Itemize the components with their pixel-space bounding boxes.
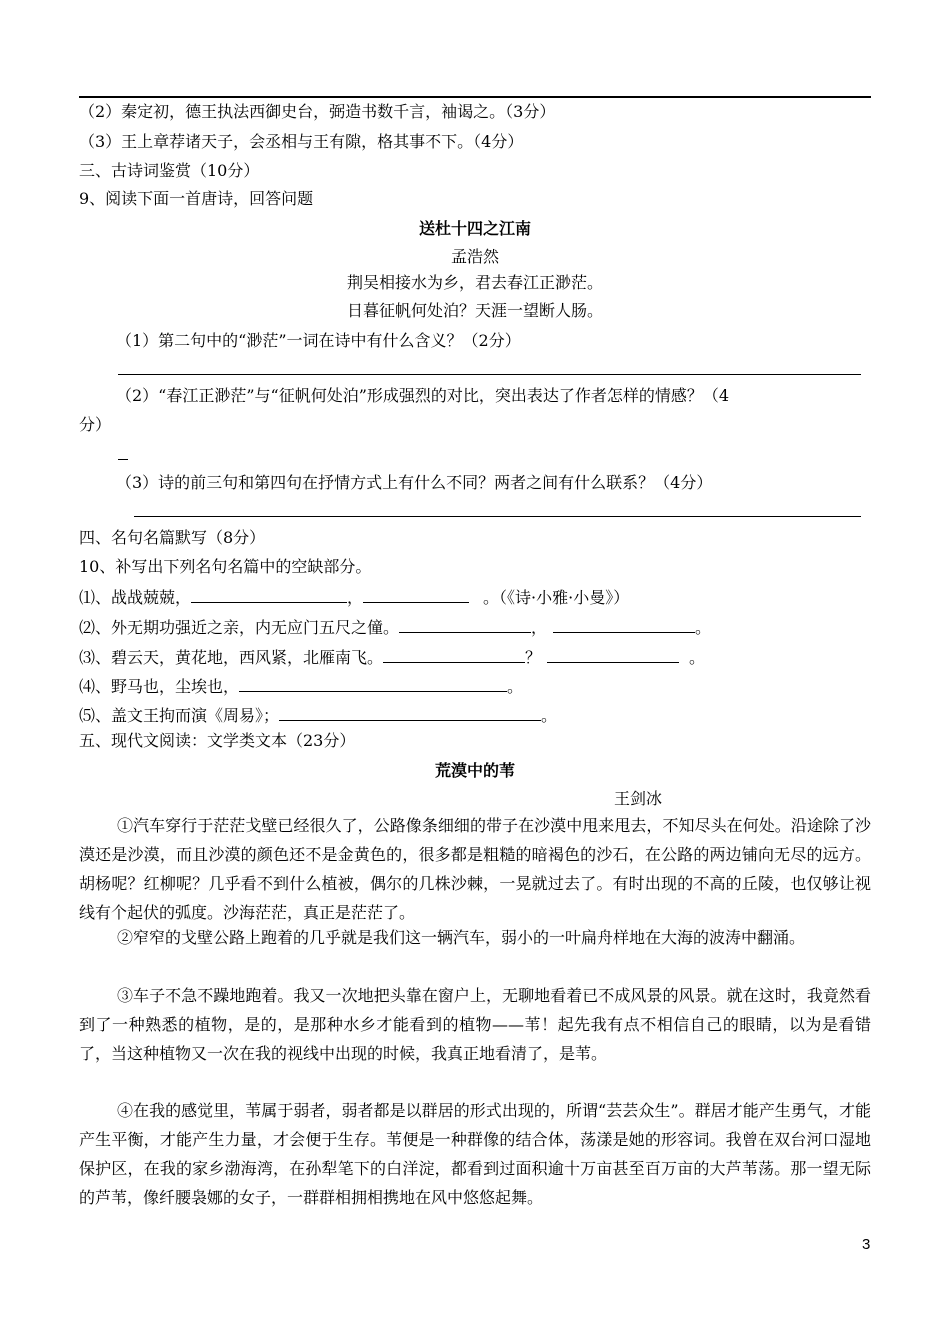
- poem-line-2: 日暮征帆何处泊？天涯一望断人肠。: [346, 301, 603, 320]
- question-9: 9、阅读下面一首唐诗，回答问题: [79, 189, 314, 208]
- section-3-heading: 三、古诗词鉴赏（10分）: [79, 161, 260, 180]
- essay-title: 荒漠中的苇: [434, 761, 515, 780]
- fill-5-prompt: ⑸、盖文王拘而演《周易》；: [79, 706, 280, 725]
- answer-line-9-3[interactable]: [134, 516, 861, 517]
- essay-paragraph-2: ②窄窄的戈壁公路上跑着的几乎就是我们这一辆汽车，弱小的一叶扁舟样地在大海的波涛中翻涌。: [117, 928, 806, 947]
- fill-5-end: 。: [541, 706, 558, 725]
- page-number: 3: [862, 1236, 871, 1253]
- fill-3-blank-1[interactable]: [383, 646, 525, 663]
- question-9-3: （3）诗的前三句和第四句在抒情方式上有什么不同？两者之间有什么联系？（4分）: [116, 473, 713, 492]
- fill-3-prompt: ⑶、碧云天，黄花地，西风紧，北雁南飞。: [79, 648, 384, 667]
- question-8-3: （3）王上章荐诸天子，会丞相与王有隙，格其事不下。（4分）: [79, 132, 524, 151]
- fill-item-2: [79, 616, 711, 639]
- answer-line-9-1[interactable]: [118, 374, 861, 375]
- fill-item-3: [79, 646, 705, 669]
- fill-1-source: 。（《诗·小雅·小曼》）: [483, 588, 630, 607]
- essay-paragraph-4: ④在我的感觉里，苇属于弱者，弱者都是以群居的形式出现的，所谓“芸芸众生”。群居才能产生勇气，才能产生平衡，才能产生力量，才会便于生存。苇便是一种群像的结合体，荡漾是她的形容词。我曾在双台河口湿地保护区，在我的家乡渤海湾，在孙犁笔下的白洋淀，都看到过面积逾十万亩甚至百万亩的大芦苇荡。那一望无际的芦苇，像纤腰袅娜的女子，一群群相拥相携地在风中悠悠起舞。: [79, 1101, 871, 1207]
- fill-4-prompt: ⑷、野马也，尘埃也，: [79, 677, 240, 696]
- fill-5-blank[interactable]: [279, 704, 541, 721]
- header-rule: [79, 96, 871, 98]
- fill-3-end: 。: [689, 648, 706, 667]
- fill-2-blank-2[interactable]: [553, 616, 695, 633]
- poem-line-1: 荆吴相接水为乡，君去春江正渺茫。: [346, 273, 603, 292]
- section-5-heading: 五、现代文阅读：文学类文本（23分）: [79, 731, 356, 750]
- fill-1-sep: ，: [347, 588, 364, 607]
- section-4-heading: 四、名句名篇默写（8分）: [79, 528, 266, 547]
- fill-1-blank-2[interactable]: [363, 586, 469, 603]
- poem-author: 孟浩然: [450, 247, 499, 266]
- essay-paragraph-3: ③车子不急不躁地跑着。我又一次地把头靠在窗户上，无聊地看着已不成风景的风景。就在这时，我竟然看到了一种熟悉的植物，是的，是那种水乡才能看到的植物——苇！起先我有点不相信自己的眼睛，以为是看错了，当这种植物又一次在我的视线中出现的时候，我真正地看清了，是苇。: [79, 986, 871, 1063]
- fill-3-sep: ？: [525, 648, 542, 667]
- fill-item-5: [79, 704, 557, 727]
- fill-4-blank[interactable]: [239, 675, 507, 692]
- essay-author: 王剑冰: [614, 789, 663, 808]
- question-9-1: （1）第二句中的“渺茫”一词在诗中有什么含义？（2分）: [116, 331, 521, 350]
- fill-item-4: [79, 675, 523, 698]
- fill-4-end: 。: [507, 677, 524, 696]
- fill-2-end: 。: [695, 618, 712, 637]
- poem-title: 送杜十四之江南: [418, 219, 531, 238]
- fill-item-1: [79, 586, 629, 609]
- essay-paragraph-1: ①汽车穿行于茫茫戈壁已经很久了，公路像条细细的带子在沙漠中甩来甩去，不知尽头在何处。沿途除了沙漠还是沙漠，而且沙漠的颜色还不是金黄色的，很多都是粗糙的暗褐色的沙石，在公路的两边铺向无尽的远方。胡杨呢？红柳呢？几乎看不到什么植被，偶尔的几株沙棘，一晃就过去了。有时出现的不高的丘陵，也仅够让视线有个起伏的弧度。沙海茫茫，真正是茫茫了。: [79, 816, 871, 922]
- fill-2-sep: ，: [531, 618, 548, 637]
- question-8-2: （2）秦定初，德王执法西御史台，弼造书数千言，袖谒之。（3分）: [79, 102, 556, 121]
- fill-1-blank-1[interactable]: [191, 586, 347, 603]
- question-9-2: （2）“春江正渺茫”与“征帆何处泊”形成强烈的对比，突出表达了作者怎样的情感？（4: [116, 386, 730, 405]
- fill-2-prompt: ⑵、外无期功强近之亲，内无应门五尺之僮。: [79, 618, 400, 637]
- question-10: 10、补写出下列名句名篇中的空缺部分。: [79, 557, 372, 576]
- answer-line-9-2[interactable]: [118, 459, 128, 460]
- fill-3-blank-2[interactable]: [547, 646, 679, 663]
- question-9-2-cont: 分）: [79, 415, 112, 434]
- fill-2-blank-1[interactable]: [399, 616, 531, 633]
- fill-1-prompt: ⑴、战战兢兢，: [79, 588, 192, 607]
